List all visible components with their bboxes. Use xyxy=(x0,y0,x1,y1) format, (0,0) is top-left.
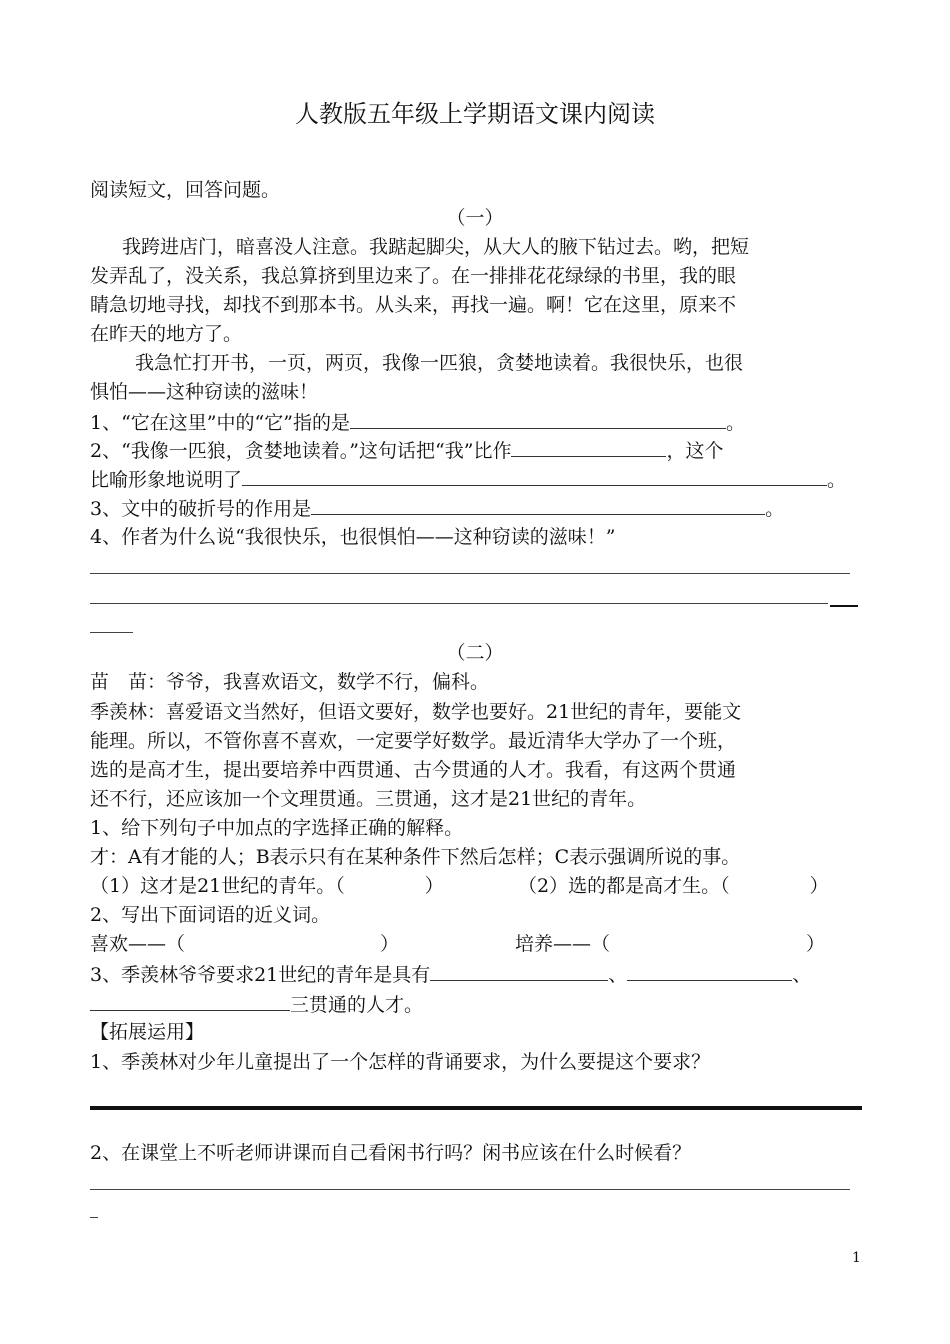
answer-blank[interactable] xyxy=(311,494,765,515)
answer-line xyxy=(90,632,133,633)
passage-1-line: 我跨进店门，暗喜没人注意。我踮起脚尖，从大人的腋下钻过去。哟，把短 xyxy=(122,236,750,258)
answer-line xyxy=(830,605,858,607)
question-2-2-b: 培养——（ ） xyxy=(515,933,826,955)
dialog-line: 季羡林：喜爱语文当然好，但语文要好，数学也要好。21世纪的青年，要能文 xyxy=(90,701,742,723)
dialog-line: 能理。所以，不管你喜不喜欢，一定要学好数学。最近清华大学办了一个班， xyxy=(90,730,737,752)
answer-blank[interactable] xyxy=(511,436,666,457)
section-1-heading: （一） xyxy=(446,207,504,229)
instruction: 阅读短文，回答问题。 xyxy=(90,179,281,201)
dialog-line: 苗 苗：爷爷，我喜欢语文，数学不行，偏科。 xyxy=(90,671,490,693)
question-2-3-line2: 三贯通的人才。 xyxy=(90,990,423,1019)
question-1-3: 3、文中的破折号的作用是 。 xyxy=(90,494,784,523)
passage-1-line: 我急忙打开书，一页，两页，我像一匹狼，贪婪地读着。我很快乐，也很 xyxy=(135,352,744,374)
answer-blank[interactable] xyxy=(430,960,608,981)
section-2-heading: （二） xyxy=(446,642,504,664)
question-2-1-a: （1）这才是21世纪的青年。（ ） xyxy=(90,875,444,897)
answer-line[interactable] xyxy=(90,573,850,574)
question-2-1-b: （2）选的都是高才生。（ ） xyxy=(518,875,829,897)
question-1-2-line2: 比喻形象地说明了 。 xyxy=(90,465,846,494)
answer-blank[interactable] xyxy=(627,960,792,981)
passage-1-line: 发弄乱了，没关系，我总算挤到里边来了。在一排排花花绿绿的书里，我的眼 xyxy=(90,265,737,287)
extension-question-2: 2、在课堂上不听老师讲课而自己看闲书行吗？闲书应该在什么时候看？ xyxy=(90,1142,692,1164)
question-2-3: 3、季羡林爷爷要求21世纪的青年是具有 、 、 xyxy=(90,960,811,989)
answer-blank[interactable] xyxy=(90,990,290,1011)
answer-line[interactable] xyxy=(90,603,828,604)
answer-line-thick[interactable] xyxy=(90,1106,862,1110)
question-1-2: 2、“我像一匹狼，贪婪地读着。”这句话把“我”比作 ，这个 xyxy=(90,436,723,465)
extension-question-1: 1、季羡林对少年儿童提出了一个怎样的背诵要求，为什么要提这个要求？ xyxy=(90,1051,711,1073)
question-1-1: 1、“它在这里”中的“它”指的是 。 xyxy=(90,408,745,437)
answer-blank[interactable] xyxy=(350,408,726,429)
question-2-2: 2、写出下面词语的近义词。 xyxy=(90,904,331,926)
page-number: 1 xyxy=(852,1250,861,1266)
answer-line xyxy=(90,1217,98,1218)
question-2-2-a: 喜欢——（ ） xyxy=(90,933,400,955)
passage-1-line: 在昨天的地方了。 xyxy=(90,323,243,345)
page-title: 人教版五年级上学期语文课内阅读 xyxy=(295,100,655,128)
dialog-line: 选的是高才生，提出要培养中西贯通、古今贯通的人才。我看，有这两个贯通 xyxy=(90,759,737,781)
question-2-1-options: 才：A有才能的人；B表示只有在某种条件下然后怎样；C表示强调所说的事。 xyxy=(90,846,741,868)
passage-1-line: 惧怕——这种窃读的滋味！ xyxy=(90,381,319,403)
question-1-4: 4、作者为什么说“我很快乐，也很惧怕——这种窃读的滋味！” xyxy=(90,526,616,548)
answer-blank[interactable] xyxy=(242,465,827,486)
extension-heading: 【拓展运用】 xyxy=(90,1021,205,1043)
answer-line[interactable] xyxy=(90,1189,850,1190)
question-2-1: 1、给下列句子中加点的字选择正确的解释。 xyxy=(90,817,464,839)
dialog-line: 还不行，还应该加一个文理贯通。三贯通，这才是21世纪的青年。 xyxy=(90,788,647,810)
passage-1-line: 睛急切地寻找，却找不到那本书。从头来，再找一遍。啊！它在这里，原来不 xyxy=(90,294,737,316)
